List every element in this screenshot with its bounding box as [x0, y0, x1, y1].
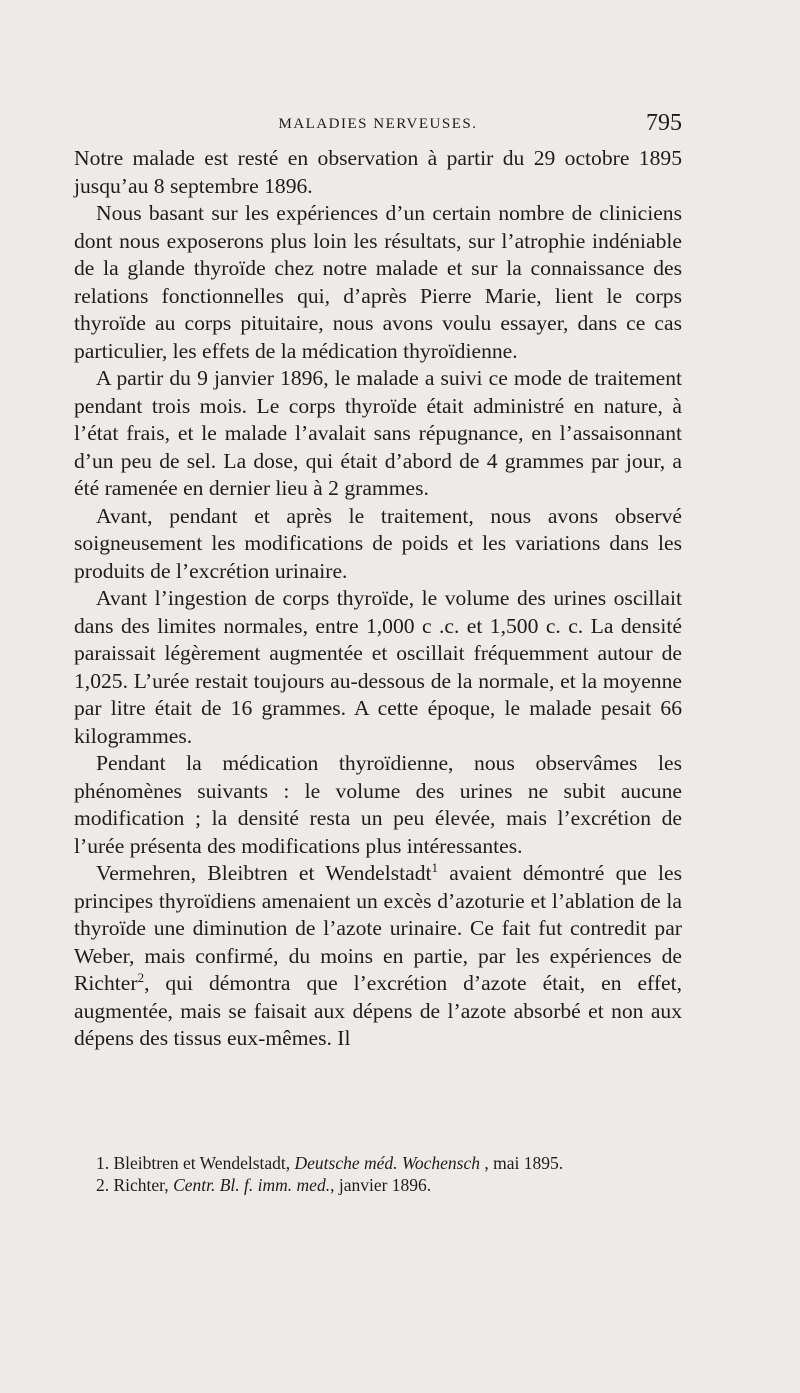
footnote-journal-title: Centr. Bl. f. imm. med. [173, 1175, 331, 1195]
paragraph: Avant, pendant et après le traitement, nous avons observé soigneusement les modifications de poids et les variations dans les produits de l’excrétion urinaire. [74, 503, 682, 583]
paragraph-text: avaient démontré que les principes thyroïdiens amenaient un excès d’azoturie et l’ablation de la thyroïde une diminution de l’azote urinaire. Ce fait fut contredit par Weber, mais confirmé, du moins en partie, par les expériences de Richter [74, 861, 682, 995]
paragraph: A partir du 9 janvier 1896, le malade a suivi ce mode de traitement pendant trois mois. Le corps thyroïde était administré en nature, à l’état frais, et le malade l’avalait sans répugnance, en l’assaisonnant d’un peu de sel. La dose, qui était d’abord de 4 grammes par jour, a été ramenée en dernier lieu à 2 grammes. [74, 366, 682, 500]
paragraph: Nous basant sur les expériences d’un certain nombre de cliniciens dont nous exposerons plus loin les résultats, sur l’atrophie indéniable de la glande thyroïde chez notre malade et sur la connaissance des relations fonctionnelles qui, d’après Pierre Marie, lient le corps thyroïde au corps pituitaire, nous avons voulu essayer, dans ce cas particulier, les effets de la médication thyroïdienne. [74, 201, 682, 363]
footnote-text: , mai 1895. [479, 1153, 564, 1173]
page-header [74, 112, 682, 142]
running-title: MALADIES NERVEUSES. [278, 116, 478, 132]
paragraph [74, 860, 682, 1053]
footnote-reference: 2 [137, 970, 145, 985]
paragraph: Notre malade est resté en observation à partir du 29 octobre 1895 jusqu’au 8 septembre 1896. [74, 146, 682, 198]
footnote [74, 1152, 682, 1174]
footnotes [74, 1152, 682, 1196]
body-text [74, 145, 682, 1053]
footnote-text: 2. Richter, [96, 1175, 174, 1195]
footnote-journal-title: Deutsche méd. Wochensch [294, 1153, 480, 1173]
footnote [74, 1174, 682, 1196]
paragraph: Avant l’ingestion de corps thyroïde, le volume des urines oscillait dans des limites normales, entre 1,000 c .c. et 1,500 c. c. La densité paraissait légèrement augmentée et oscillait fréquemment autour de 1,025. L’urée restait toujours au-dessous de la normale, et la moyenne par litre était de 16 grammes. A cette époque, le malade pesait 66 kilogrammes. [74, 586, 682, 748]
page-number: 795 [646, 110, 682, 136]
paragraph-text: Vermehren, Bleibtren et Wendelstadt [96, 861, 432, 885]
footnote-text: , janvier 1896. [330, 1175, 432, 1195]
footnote-text: 1. Bleibtren et Wendelstadt, [96, 1153, 295, 1173]
paragraph: Pendant la médication thyroïdienne, nous observâmes les phénomènes suivants : le volume des urines ne subit aucune modification ; la densité resta un peu élevée, mais l’excrétion de l’urée présenta des modifications plus intéressantes. [74, 751, 682, 858]
paragraph-text: , qui démontra que l’excrétion d’azote était, en effet, augmentée, mais se faisait aux dépens de l’azote absorbé et non aux dépens des tissus eux-mêmes. Il [74, 971, 682, 1050]
footnote-reference: 1 [431, 860, 439, 875]
